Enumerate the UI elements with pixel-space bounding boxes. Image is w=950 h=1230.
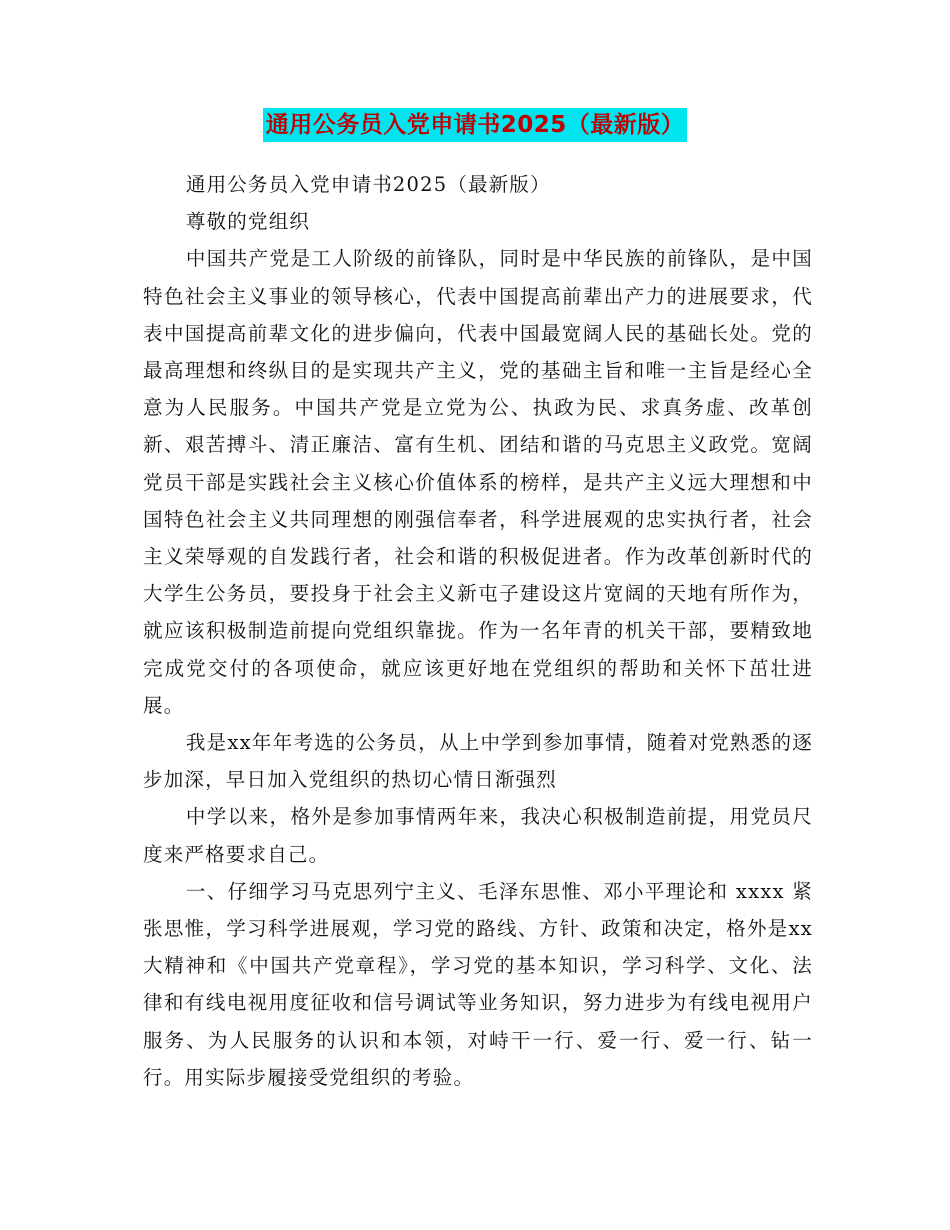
body-paragraph: 我是xx年年考选的公务员，从上中学到参加事情，随着对党熟悉的逐步加深，早日加入党组织的热切心情日渐强烈 xyxy=(143,731,813,792)
salutation-paragraph: 尊敬的党组织 xyxy=(185,210,311,234)
body-paragraph: 中国共产党是工人阶级的前锋队，同时是中华民族的前锋队，是中国特色社会主义事业的领导核心，代表中国提高前辈出产力的进展要求，代表中国提高前辈文化的进步偏向，代表中国最宽阔人民的基础长处。党的最高理想和终纵目的是实现共产主义，党的基础主旨和唯一主旨是经心全意为人民服务。中国共产党是立党为公、执政为民、求真务虚、改革创新、艰苦搏斗、清正廉洁、富有生机、团结和谐的马克思主义政党。宽阔党员干部是实践社会主义核心价值体系的榜样，是共产主义远大理想和中国特色社会主义共同理想的刚强信奉者，科学进展观的忠实执行者，社会主义荣辱观的自发践行者，社会和谐的积极促进者。作为改革创新时代的大学生公务员，要投身于社会主义新屯子建设这片宽阔的天地有所作为，就应该积极制造前提向党组织靠拢。作为一名年青的机关干部，要精致地完成党交付的各项使命，就应该更好地在党组织的帮助和关怀下茁壮进展。 xyxy=(143,247,813,717)
body-paragraph: 一、仔细学习马克思列宁主义、毛泽东思惟、邓小平理论和 xxxx 紧张思惟，学习科学进展观，学习党的路线、方针、政策和决定，格外是xx大精神和《中国共产党章程》，学习党的基本知识，学习科学、文化、法律和有线电视用度征收和信号调试等业务知识，努力进步为有线电视用户服务、为人民服务的认识和本领，对峙干一行、爱一行、爱一行、钻一行。用实际步履接受党组织的考验。 xyxy=(143,879,813,1089)
body-paragraph: 中学以来，格外是参加事情两年来，我决心积极制造前提，用党员尺度来严格要求自己。 xyxy=(143,805,813,866)
document-body xyxy=(143,166,813,1096)
document-title: 通用公务员入党申请书2025（最新版） xyxy=(263,108,688,142)
subtitle-paragraph: 通用公务员入党申请书2025（最新版） xyxy=(185,173,551,196)
title-container xyxy=(0,108,950,142)
